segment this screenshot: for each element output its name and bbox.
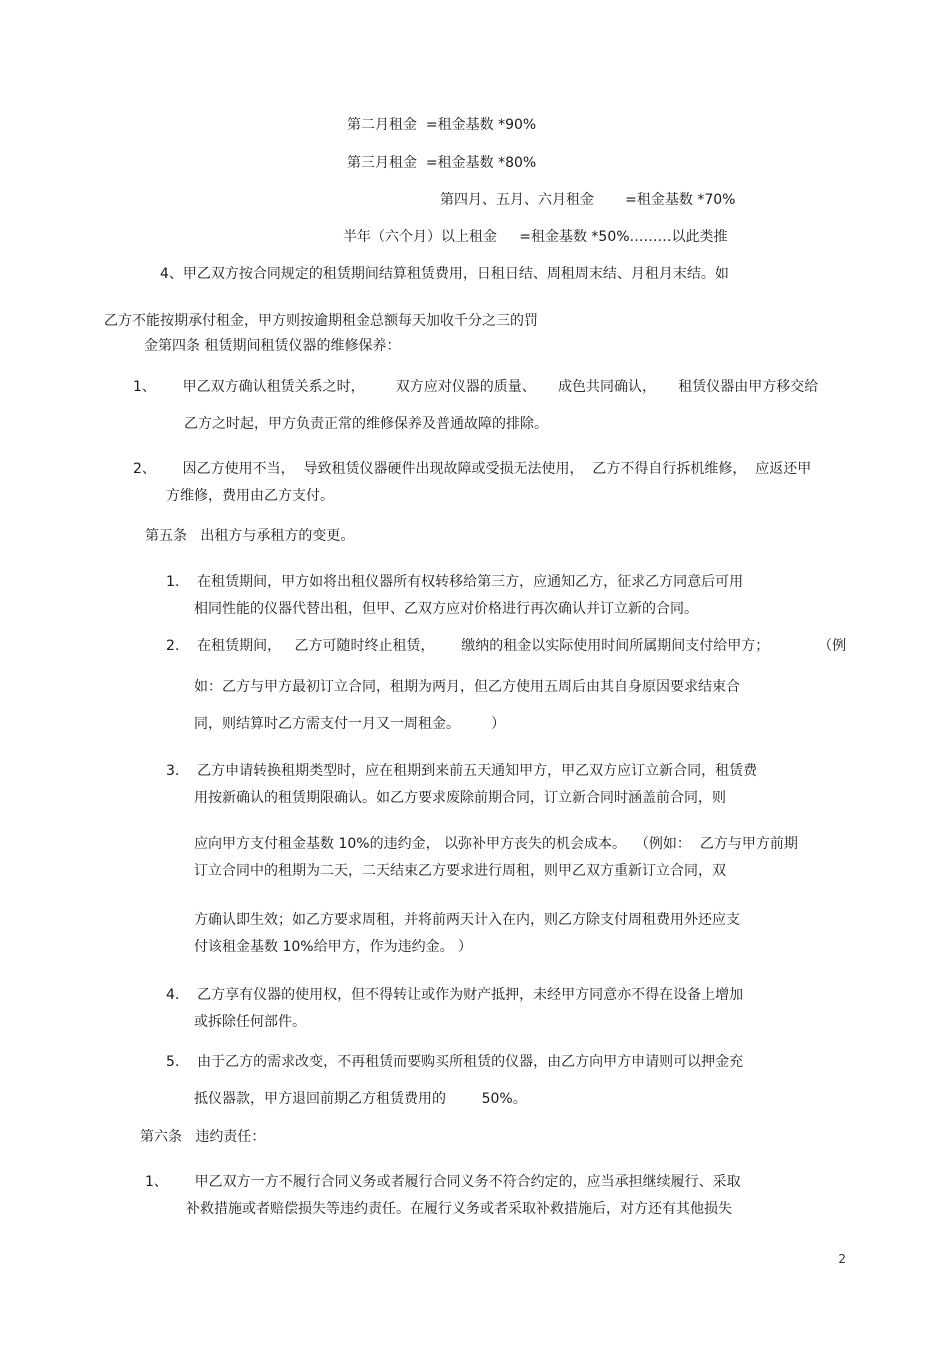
rent-rate-line: 第二月租金 =租金基数 *90%: [347, 117, 537, 133]
list-item-line: 3. 乙方申请转换租期类型时，应在租期到来前五天通知甲方，甲乙双方应订立新合同，租赁费: [166, 763, 758, 779]
list-item-line: 2. 在租赁期间， 乙方可随时终止租赁， 缴纳的租金以实际使用时间所属期间支付给甲方； （例: [166, 638, 847, 654]
list-item-line: 或拆除任何部件。: [194, 1014, 306, 1030]
list-item-line: 付该租金基数 10%给甲方，作为违约金。 ）: [194, 939, 473, 955]
list-item-line: 2、 因乙方使用不当， 导致租赁仪器硬件出现故障或受损无法使用， 乙方不得自行拆机维修， 应返还甲: [133, 461, 812, 477]
list-item-line: 应向甲方支付租金基数 10%的违约金， 以弥补甲方丧失的机会成本。 （例如： 乙方与甲方前期: [194, 836, 798, 852]
list-item-line: 1. 在租赁期间，甲方如将出租仪器所有权转移给第三方，应通知乙方，征求乙方同意后可用: [166, 574, 744, 590]
rent-rate-line: 第四月、五月、六月租金 =租金基数 *70%: [440, 192, 736, 208]
article-heading: 第六条 违约责任：: [140, 1129, 266, 1145]
list-item-line: 方维修，费用由乙方支付。: [166, 488, 334, 504]
list-item-line: 5. 由于乙方的需求改变，不再租赁而要购买所租赁的仪器，由乙方向甲方申请则可以押金充: [166, 1054, 744, 1070]
article-heading: 第五条 出租方与承租方的变更。: [145, 528, 355, 544]
list-item-line: 方确认即生效；如乙方要求周租，并将前两天计入在内，则乙方除支付周租费用外还应支: [194, 912, 740, 928]
paragraph-line: 乙方不能按期承付租金，甲方则按逾期租金总额每天加收千分之三的罚: [104, 313, 538, 329]
list-item-line: 1、 甲乙双方一方不履行合同义务或者履行合同义务不符合约定的，应当承担继续履行、采取: [145, 1174, 741, 1190]
page-number: 2: [838, 1252, 846, 1266]
list-item-line: 同，则结算时乙方需支付一月又一周租金。 ）: [194, 716, 506, 732]
list-item-line: 用按新确认的租赁期限确认。如乙方要求废除前期合同，订立新合同时涵盖前合同，则: [194, 790, 726, 806]
list-item-line: 订立合同中的租期为二天，二天结束乙方要求进行周租，则甲乙双方重新订立合同，双: [194, 863, 726, 879]
list-item-line: 抵仪器款，甲方退回前期乙方租赁费用的 50%。: [194, 1091, 527, 1107]
rent-rate-line: 半年（六个月）以上租金 =租金基数 *50%………以此类推: [343, 229, 728, 245]
list-item-line: 乙方之时起，甲方负责正常的维修保养及普通故障的排除。: [184, 416, 548, 432]
rent-rate-line: 第三月租金 =租金基数 *80%: [347, 155, 537, 171]
list-item-line: 1、 甲乙双方确认租赁关系之时， 双方应对仪器的质量、 成色共同确认， 租赁仪器由甲方移交给: [133, 379, 819, 395]
list-item-line: 补救措施或者赔偿损失等违约责任。在履行义务或者采取补救措施后，对方还有其他损失: [186, 1201, 732, 1217]
list-item-line: 相同性能的仪器代替出租，但甲、乙双方应对价格进行再次确认并订立新的合同。: [194, 601, 698, 617]
article-heading: 金第四条 租赁期间租赁仪器的维修保养：: [144, 338, 401, 354]
list-item-line: 如：乙方与甲方最初订立合同，租期为两月，但乙方使用五周后由其自身原因要求结束合: [194, 679, 740, 695]
paragraph-line: 4、甲乙双方按合同规定的租赁期间结算租赁费用，日租日结、周租周末结、月租月末结。如: [160, 266, 729, 282]
list-item-line: 4. 乙方享有仪器的使用权，但不得转让或作为财产抵押，未经甲方同意亦不得在设备上增加: [166, 987, 744, 1003]
